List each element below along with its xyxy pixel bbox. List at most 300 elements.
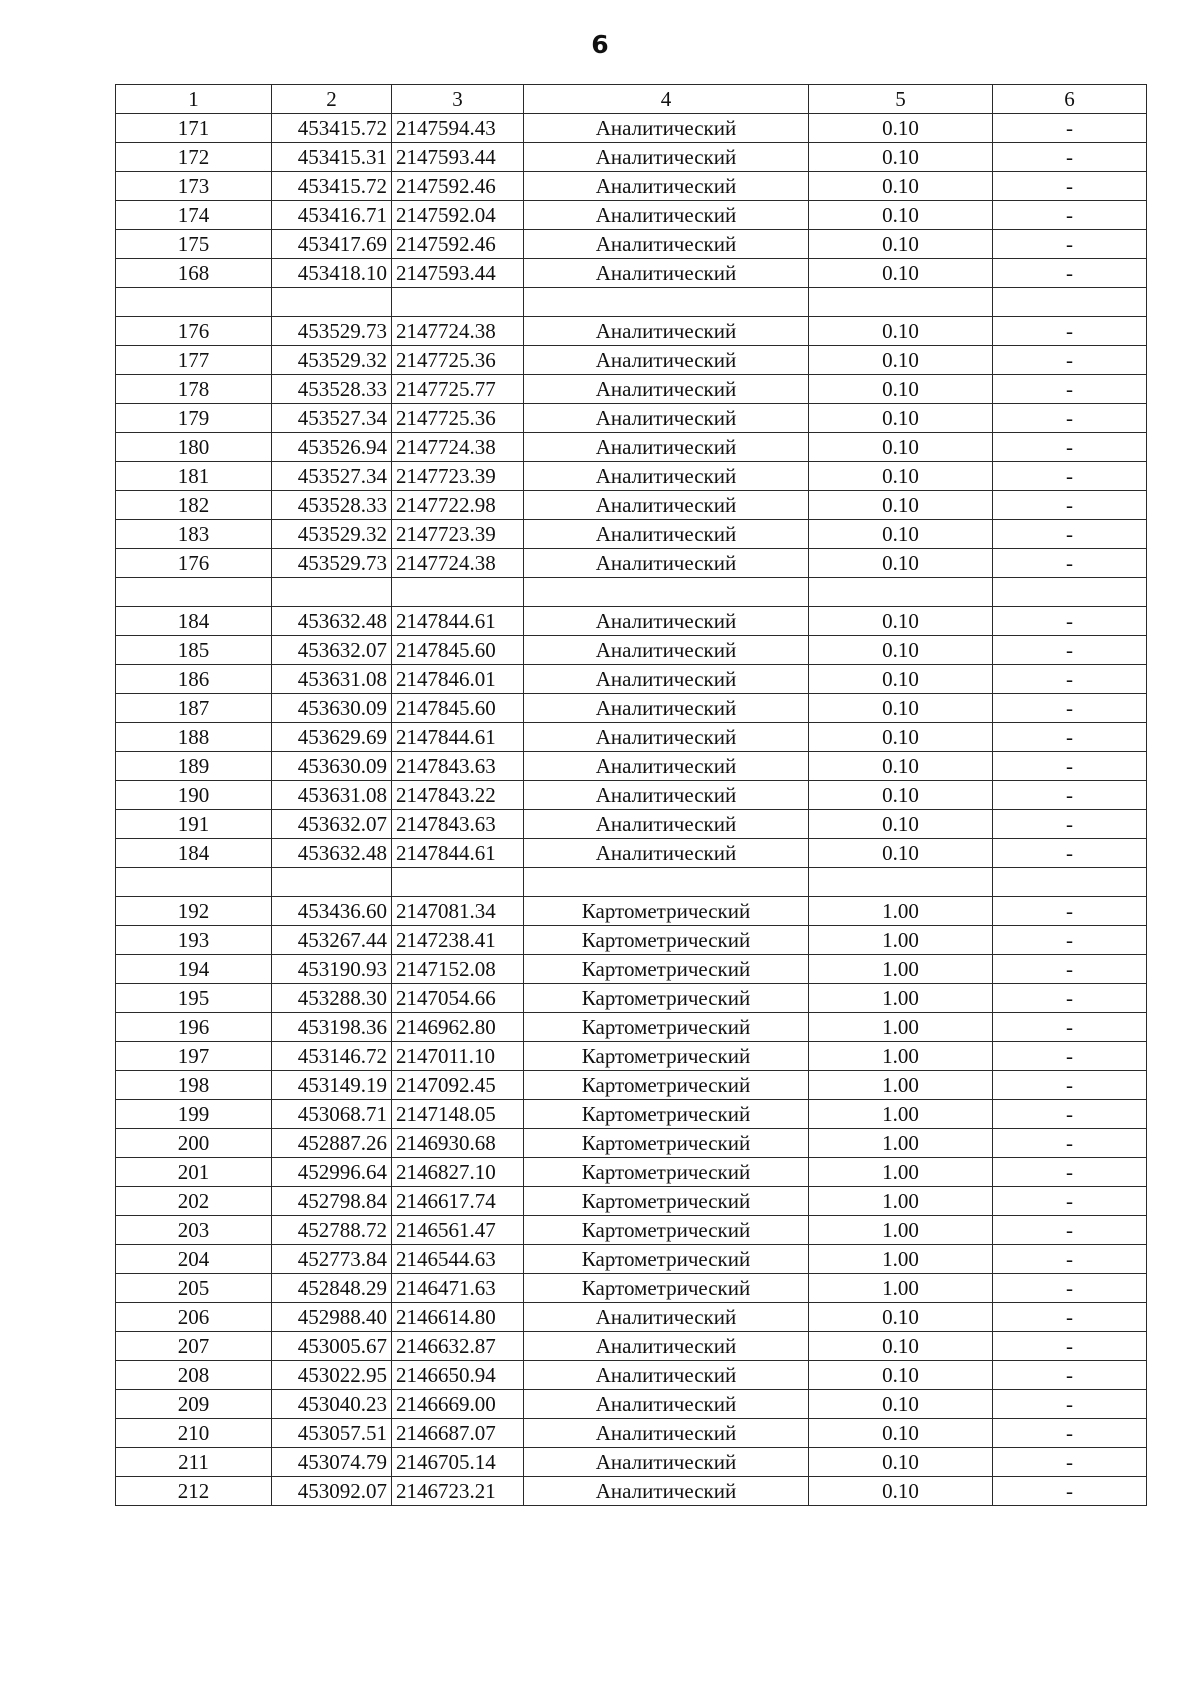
table-row: [116, 1390, 1147, 1419]
y-coordinate-cell: 2146962.80: [392, 1013, 524, 1042]
description-cell: -: [993, 1129, 1147, 1158]
column-header: 6: [993, 85, 1147, 114]
accuracy-cell: 0.10: [809, 723, 993, 752]
y-coordinate-cell: 2147593.44: [392, 143, 524, 172]
point-number-cell: 172: [116, 143, 272, 172]
method-cell: Картометрический: [524, 1187, 809, 1216]
description-cell: -: [993, 752, 1147, 781]
table-row: [116, 491, 1147, 520]
x-coordinate-cell: 453527.34: [272, 404, 392, 433]
y-coordinate-cell: 2146632.87: [392, 1332, 524, 1361]
accuracy-cell: 1.00: [809, 1071, 993, 1100]
point-number-cell: 184: [116, 607, 272, 636]
method-cell: Аналитический: [524, 1303, 809, 1332]
table-row: [116, 288, 1147, 317]
method-cell: Аналитический: [524, 201, 809, 230]
method-cell: Аналитический: [524, 172, 809, 201]
y-coordinate-cell: 2147092.45: [392, 1071, 524, 1100]
description-cell: -: [993, 955, 1147, 984]
point-number-cell: 197: [116, 1042, 272, 1071]
accuracy-cell: 1.00: [809, 1187, 993, 1216]
accuracy-cell: 0.10: [809, 607, 993, 636]
accuracy-cell: 1.00: [809, 1129, 993, 1158]
x-coordinate-cell: [272, 288, 392, 317]
point-number-cell: 193: [116, 926, 272, 955]
table-body: [116, 114, 1147, 1506]
y-coordinate-cell: 2147843.63: [392, 810, 524, 839]
accuracy-cell: 1.00: [809, 984, 993, 1013]
accuracy-cell: [809, 578, 993, 607]
method-cell: Картометрический: [524, 1071, 809, 1100]
method-cell: Аналитический: [524, 433, 809, 462]
method-cell: Аналитический: [524, 1361, 809, 1390]
accuracy-cell: 1.00: [809, 1245, 993, 1274]
x-coordinate-cell: 453528.33: [272, 375, 392, 404]
y-coordinate-cell: 2147594.43: [392, 114, 524, 143]
point-number-cell: 207: [116, 1332, 272, 1361]
method-cell: Аналитический: [524, 1477, 809, 1506]
description-cell: -: [993, 1042, 1147, 1071]
x-coordinate-cell: 452773.84: [272, 1245, 392, 1274]
method-cell: Картометрический: [524, 955, 809, 984]
y-coordinate-cell: 2147592.04: [392, 201, 524, 230]
x-coordinate-cell: 453631.08: [272, 781, 392, 810]
accuracy-cell: [809, 288, 993, 317]
y-coordinate-cell: [392, 288, 524, 317]
x-coordinate-cell: 453417.69: [272, 230, 392, 259]
x-coordinate-cell: 453529.73: [272, 549, 392, 578]
point-number-cell: 212: [116, 1477, 272, 1506]
y-coordinate-cell: 2147844.61: [392, 839, 524, 868]
table-row: [116, 868, 1147, 897]
table-row: [116, 897, 1147, 926]
accuracy-cell: 0.10: [809, 114, 993, 143]
point-number-cell: 192: [116, 897, 272, 926]
method-cell: Аналитический: [524, 781, 809, 810]
x-coordinate-cell: 453632.07: [272, 810, 392, 839]
point-number-cell: 211: [116, 1448, 272, 1477]
y-coordinate-cell: 2147724.38: [392, 317, 524, 346]
accuracy-cell: 0.10: [809, 1361, 993, 1390]
method-cell: Аналитический: [524, 1332, 809, 1361]
description-cell: -: [993, 636, 1147, 665]
method-cell: Картометрический: [524, 897, 809, 926]
coordinates-table: [115, 84, 1147, 1506]
point-number-cell: 188: [116, 723, 272, 752]
accuracy-cell: 1.00: [809, 1013, 993, 1042]
accuracy-cell: 0.10: [809, 317, 993, 346]
y-coordinate-cell: 2147843.63: [392, 752, 524, 781]
accuracy-cell: 0.10: [809, 1419, 993, 1448]
x-coordinate-cell: 452996.64: [272, 1158, 392, 1187]
description-cell: -: [993, 1448, 1147, 1477]
accuracy-cell: 0.10: [809, 172, 993, 201]
table-row: [116, 723, 1147, 752]
accuracy-cell: 0.10: [809, 665, 993, 694]
x-coordinate-cell: 453057.51: [272, 1419, 392, 1448]
y-coordinate-cell: 2147054.66: [392, 984, 524, 1013]
header-row: [116, 85, 1147, 114]
point-number-cell: 194: [116, 955, 272, 984]
method-cell: Аналитический: [524, 143, 809, 172]
method-cell: Аналитический: [524, 549, 809, 578]
x-coordinate-cell: 453630.09: [272, 694, 392, 723]
accuracy-cell: 1.00: [809, 1100, 993, 1129]
description-cell: -: [993, 1245, 1147, 1274]
method-cell: Аналитический: [524, 404, 809, 433]
method-cell: Аналитический: [524, 317, 809, 346]
column-header: 2: [272, 85, 392, 114]
point-number-cell: 196: [116, 1013, 272, 1042]
table-row: [116, 636, 1147, 665]
table-row: [116, 462, 1147, 491]
point-number-cell: 209: [116, 1390, 272, 1419]
y-coordinate-cell: 2147843.22: [392, 781, 524, 810]
description-cell: -: [993, 810, 1147, 839]
y-coordinate-cell: 2147845.60: [392, 636, 524, 665]
x-coordinate-cell: 453632.07: [272, 636, 392, 665]
description-cell: -: [993, 1274, 1147, 1303]
table-row: [116, 1245, 1147, 1274]
accuracy-cell: 0.10: [809, 1477, 993, 1506]
accuracy-cell: 0.10: [809, 839, 993, 868]
description-cell: -: [993, 230, 1147, 259]
method-cell: Аналитический: [524, 462, 809, 491]
point-number-cell: 175: [116, 230, 272, 259]
point-number-cell: 203: [116, 1216, 272, 1245]
point-number-cell: 173: [116, 172, 272, 201]
table-row: [116, 984, 1147, 1013]
method-cell: Аналитический: [524, 114, 809, 143]
description-cell: -: [993, 1332, 1147, 1361]
method-cell: Аналитический: [524, 520, 809, 549]
y-coordinate-cell: 2147725.36: [392, 346, 524, 375]
description-cell: -: [993, 346, 1147, 375]
description-cell: [993, 868, 1147, 897]
table-row: [116, 375, 1147, 404]
table-row: [116, 955, 1147, 984]
y-coordinate-cell: 2147592.46: [392, 230, 524, 259]
description-cell: -: [993, 259, 1147, 288]
y-coordinate-cell: 2146669.00: [392, 1390, 524, 1419]
y-coordinate-cell: 2146930.68: [392, 1129, 524, 1158]
description-cell: -: [993, 607, 1147, 636]
description-cell: -: [993, 839, 1147, 868]
y-coordinate-cell: [392, 578, 524, 607]
x-coordinate-cell: [272, 868, 392, 897]
method-cell: Аналитический: [524, 1448, 809, 1477]
y-coordinate-cell: 2147592.46: [392, 172, 524, 201]
table-row: [116, 694, 1147, 723]
x-coordinate-cell: 453436.60: [272, 897, 392, 926]
x-coordinate-cell: 453068.71: [272, 1100, 392, 1129]
point-number-cell: 199: [116, 1100, 272, 1129]
method-cell: Картометрический: [524, 1216, 809, 1245]
accuracy-cell: 0.10: [809, 404, 993, 433]
y-coordinate-cell: 2147238.41: [392, 926, 524, 955]
x-coordinate-cell: 452798.84: [272, 1187, 392, 1216]
x-coordinate-cell: 453267.44: [272, 926, 392, 955]
table-row: [116, 1361, 1147, 1390]
accuracy-cell: 0.10: [809, 1332, 993, 1361]
x-coordinate-cell: 452988.40: [272, 1303, 392, 1332]
accuracy-cell: [809, 868, 993, 897]
point-number-cell: [116, 868, 272, 897]
column-header: 1: [116, 85, 272, 114]
method-cell: Картометрический: [524, 926, 809, 955]
x-coordinate-cell: [272, 578, 392, 607]
y-coordinate-cell: 2147846.01: [392, 665, 524, 694]
point-number-cell: 180: [116, 433, 272, 462]
y-coordinate-cell: 2146723.21: [392, 1477, 524, 1506]
method-cell: Картометрический: [524, 1100, 809, 1129]
table-row: [116, 607, 1147, 636]
y-coordinate-cell: 2147725.36: [392, 404, 524, 433]
description-cell: -: [993, 665, 1147, 694]
description-cell: -: [993, 404, 1147, 433]
page-number: 6: [591, 30, 609, 59]
point-number-cell: 191: [116, 810, 272, 839]
x-coordinate-cell: 453198.36: [272, 1013, 392, 1042]
description-cell: -: [993, 491, 1147, 520]
x-coordinate-cell: 453416.71: [272, 201, 392, 230]
point-number-cell: 190: [116, 781, 272, 810]
table-row: [116, 1187, 1147, 1216]
point-number-cell: 185: [116, 636, 272, 665]
accuracy-cell: 0.10: [809, 259, 993, 288]
description-cell: -: [993, 172, 1147, 201]
accuracy-cell: 0.10: [809, 520, 993, 549]
accuracy-cell: 0.10: [809, 462, 993, 491]
table-row: [116, 1303, 1147, 1332]
x-coordinate-cell: 452788.72: [272, 1216, 392, 1245]
method-cell: Аналитический: [524, 259, 809, 288]
x-coordinate-cell: 453631.08: [272, 665, 392, 694]
table-row: [116, 1158, 1147, 1187]
point-number-cell: 176: [116, 549, 272, 578]
method-cell: Аналитический: [524, 810, 809, 839]
method-cell: Аналитический: [524, 752, 809, 781]
x-coordinate-cell: 453528.33: [272, 491, 392, 520]
table-header: [116, 85, 1147, 114]
point-number-cell: 176: [116, 317, 272, 346]
y-coordinate-cell: 2146471.63: [392, 1274, 524, 1303]
accuracy-cell: 1.00: [809, 1274, 993, 1303]
point-number-cell: 206: [116, 1303, 272, 1332]
accuracy-cell: 0.10: [809, 694, 993, 723]
method-cell: Картометрический: [524, 1129, 809, 1158]
x-coordinate-cell: 453092.07: [272, 1477, 392, 1506]
accuracy-cell: 1.00: [809, 926, 993, 955]
accuracy-cell: 0.10: [809, 1448, 993, 1477]
method-cell: Картометрический: [524, 1274, 809, 1303]
description-cell: -: [993, 520, 1147, 549]
accuracy-cell: 0.10: [809, 1390, 993, 1419]
table-row: [116, 433, 1147, 462]
y-coordinate-cell: 2147725.77: [392, 375, 524, 404]
method-cell: Картометрический: [524, 1245, 809, 1274]
table-row: [116, 1448, 1147, 1477]
point-number-cell: 184: [116, 839, 272, 868]
table-row: [116, 1332, 1147, 1361]
x-coordinate-cell: 453415.72: [272, 114, 392, 143]
y-coordinate-cell: 2147148.05: [392, 1100, 524, 1129]
point-number-cell: 208: [116, 1361, 272, 1390]
y-coordinate-cell: 2146827.10: [392, 1158, 524, 1187]
y-coordinate-cell: 2147845.60: [392, 694, 524, 723]
accuracy-cell: 0.10: [809, 143, 993, 172]
table-row: [116, 1216, 1147, 1245]
y-coordinate-cell: 2147011.10: [392, 1042, 524, 1071]
accuracy-cell: 1.00: [809, 897, 993, 926]
table-row: [116, 404, 1147, 433]
description-cell: -: [993, 1100, 1147, 1129]
description-cell: -: [993, 201, 1147, 230]
accuracy-cell: 0.10: [809, 549, 993, 578]
y-coordinate-cell: 2147152.08: [392, 955, 524, 984]
method-cell: Картометрический: [524, 1158, 809, 1187]
description-cell: -: [993, 1158, 1147, 1187]
accuracy-cell: 0.10: [809, 636, 993, 665]
table-row: [116, 172, 1147, 201]
table-row: [116, 578, 1147, 607]
column-header: 3: [392, 85, 524, 114]
table-row: [116, 665, 1147, 694]
x-coordinate-cell: 453526.94: [272, 433, 392, 462]
table-row: [116, 1100, 1147, 1129]
table-row: [116, 230, 1147, 259]
y-coordinate-cell: 2146650.94: [392, 1361, 524, 1390]
description-cell: -: [993, 317, 1147, 346]
x-coordinate-cell: 453005.67: [272, 1332, 392, 1361]
table-row: [116, 810, 1147, 839]
description-cell: -: [993, 1477, 1147, 1506]
accuracy-cell: 1.00: [809, 955, 993, 984]
table-row: [116, 1274, 1147, 1303]
x-coordinate-cell: 453074.79: [272, 1448, 392, 1477]
point-number-cell: 182: [116, 491, 272, 520]
accuracy-cell: 1.00: [809, 1042, 993, 1071]
y-coordinate-cell: 2146705.14: [392, 1448, 524, 1477]
method-cell: Аналитический: [524, 694, 809, 723]
accuracy-cell: 0.10: [809, 375, 993, 404]
description-cell: -: [993, 375, 1147, 404]
table-row: [116, 346, 1147, 375]
description-cell: [993, 578, 1147, 607]
description-cell: -: [993, 1419, 1147, 1448]
accuracy-cell: 0.10: [809, 810, 993, 839]
description-cell: -: [993, 897, 1147, 926]
column-header: 4: [524, 85, 809, 114]
point-number-cell: [116, 578, 272, 607]
point-number-cell: 198: [116, 1071, 272, 1100]
method-cell: [524, 868, 809, 897]
description-cell: -: [993, 433, 1147, 462]
y-coordinate-cell: [392, 868, 524, 897]
method-cell: Аналитический: [524, 491, 809, 520]
y-coordinate-cell: 2147723.39: [392, 462, 524, 491]
description-cell: -: [993, 462, 1147, 491]
table-row: [116, 317, 1147, 346]
x-coordinate-cell: 452887.26: [272, 1129, 392, 1158]
y-coordinate-cell: 2146561.47: [392, 1216, 524, 1245]
method-cell: Аналитический: [524, 1419, 809, 1448]
method-cell: Аналитический: [524, 1390, 809, 1419]
accuracy-cell: 0.10: [809, 781, 993, 810]
description-cell: -: [993, 926, 1147, 955]
method-cell: Картометрический: [524, 984, 809, 1013]
point-number-cell: 189: [116, 752, 272, 781]
y-coordinate-cell: 2147844.61: [392, 723, 524, 752]
point-number-cell: 179: [116, 404, 272, 433]
table-row: [116, 201, 1147, 230]
point-number-cell: 171: [116, 114, 272, 143]
point-number-cell: 202: [116, 1187, 272, 1216]
accuracy-cell: 0.10: [809, 346, 993, 375]
point-number-cell: 210: [116, 1419, 272, 1448]
method-cell: Аналитический: [524, 665, 809, 694]
table-row: [116, 259, 1147, 288]
description-cell: -: [993, 723, 1147, 752]
description-cell: -: [993, 1361, 1147, 1390]
accuracy-cell: 0.10: [809, 230, 993, 259]
y-coordinate-cell: 2147844.61: [392, 607, 524, 636]
accuracy-cell: 1.00: [809, 1216, 993, 1245]
point-number-cell: 177: [116, 346, 272, 375]
accuracy-cell: 0.10: [809, 491, 993, 520]
x-coordinate-cell: 453190.93: [272, 955, 392, 984]
x-coordinate-cell: 453632.48: [272, 607, 392, 636]
point-number-cell: 186: [116, 665, 272, 694]
accuracy-cell: 0.10: [809, 433, 993, 462]
x-coordinate-cell: 453630.09: [272, 752, 392, 781]
y-coordinate-cell: 2146617.74: [392, 1187, 524, 1216]
y-coordinate-cell: 2147722.98: [392, 491, 524, 520]
method-cell: Аналитический: [524, 839, 809, 868]
point-number-cell: 204: [116, 1245, 272, 1274]
description-cell: -: [993, 1390, 1147, 1419]
description-cell: -: [993, 781, 1147, 810]
method-cell: Аналитический: [524, 636, 809, 665]
table-row: [116, 114, 1147, 143]
x-coordinate-cell: 453632.48: [272, 839, 392, 868]
description-cell: -: [993, 1187, 1147, 1216]
description-cell: -: [993, 1071, 1147, 1100]
method-cell: [524, 288, 809, 317]
table-row: [116, 1013, 1147, 1042]
method-cell: Аналитический: [524, 607, 809, 636]
method-cell: [524, 578, 809, 607]
method-cell: Аналитический: [524, 375, 809, 404]
point-number-cell: 174: [116, 201, 272, 230]
point-number-cell: 183: [116, 520, 272, 549]
y-coordinate-cell: 2147724.38: [392, 549, 524, 578]
point-number-cell: 201: [116, 1158, 272, 1187]
x-coordinate-cell: 453040.23: [272, 1390, 392, 1419]
description-cell: -: [993, 694, 1147, 723]
description-cell: -: [993, 1013, 1147, 1042]
description-cell: -: [993, 984, 1147, 1013]
method-cell: Аналитический: [524, 723, 809, 752]
point-number-cell: 178: [116, 375, 272, 404]
accuracy-cell: 1.00: [809, 1158, 993, 1187]
x-coordinate-cell: 453529.73: [272, 317, 392, 346]
x-coordinate-cell: 453415.72: [272, 172, 392, 201]
table-row: [116, 1042, 1147, 1071]
y-coordinate-cell: 2146544.63: [392, 1245, 524, 1274]
description-cell: -: [993, 114, 1147, 143]
x-coordinate-cell: 453629.69: [272, 723, 392, 752]
